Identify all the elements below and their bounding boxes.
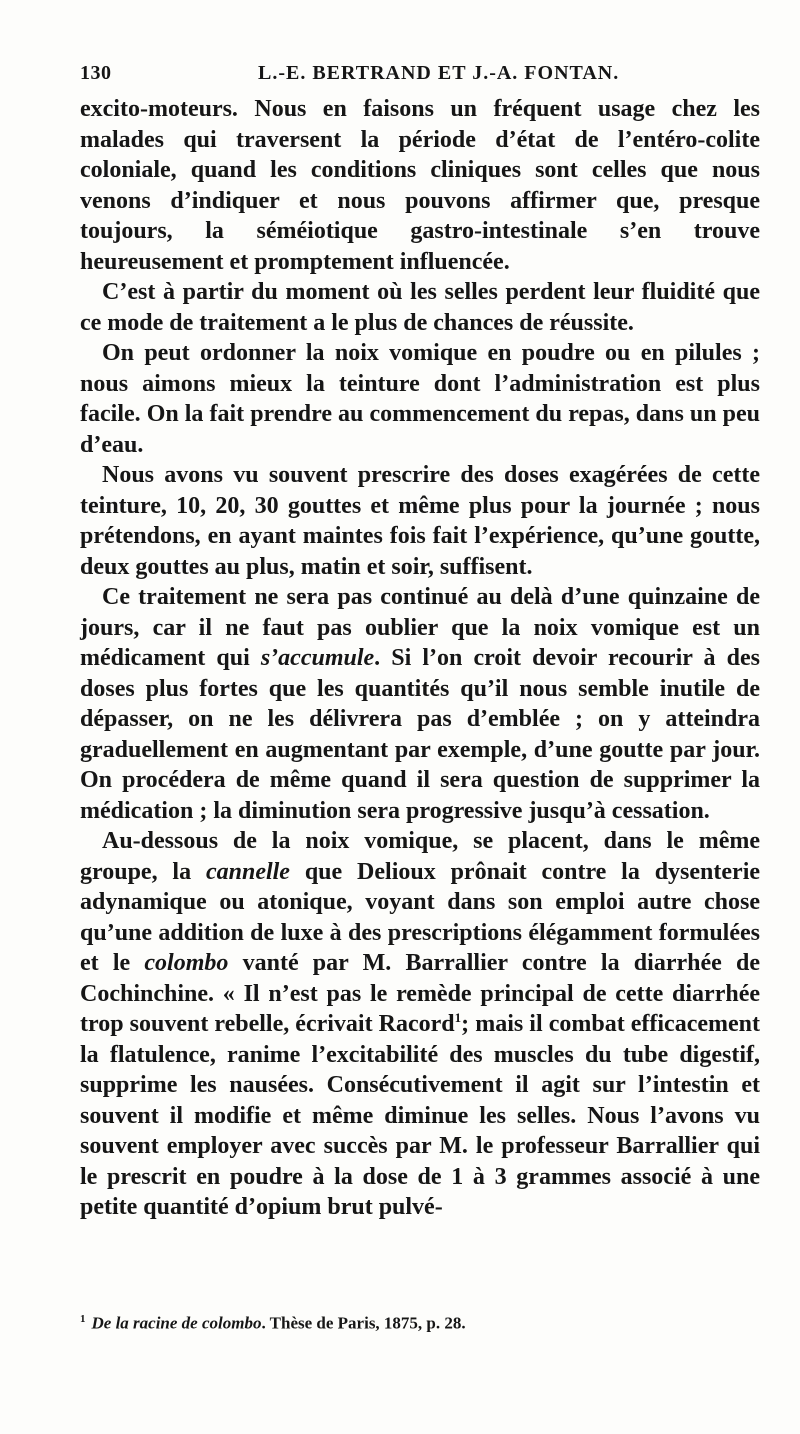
paragraph-5-text-a: Ce traitement ne sera pas continué au delà d’une quinzaine de jours, car il ne faut pas oublier que la noix vomique est un médicament qui (80, 584, 760, 671)
running-head: L.-E. BERTRAND ET J.-A. FONTAN. (258, 62, 620, 84)
footnote-citation: . Thèse de Paris, 1875, p. 28. (261, 1313, 466, 1333)
paragraph-1-text: excito-moteurs. Nous en faisons un fréquent usage chez les malades qui traversent la période d’état de l’entéro-colite coloniale, quand les conditions cliniques sont celles que nous venons d’indiquer et nous pouvons affirmer que, presque toujours, la séméiotique gastro-intestinale s’en trouve heureusement et promptement influencée. (80, 96, 760, 275)
paragraph-6-text-d: ; mais il combat efficacement la flatulence, ranime l’excitabilité des muscles du tube digestif, supprime les nausées. Consécutivement il agit sur l’intestin et souvent il modifie et même diminue les selles. Nous l’avons vu souvent employer avec succès par M. le professeur Barrallier qui le prescrit en poudre à la dose de 1 à 3 grammes associé à une petite quantité d’opium brut pulvé- (80, 1011, 760, 1220)
paragraph-6-text-a: Au-dessous de la noix vomique, se placent, dans le même groupe, la (80, 828, 760, 885)
paragraph-2-text: C’est à partir du moment où les selles perdent leur fluidité que ce mode de traitement a le plus de chances de réussite. (80, 279, 760, 336)
page-number: 130 (80, 62, 112, 84)
footnote-reference[interactable]: 1 (454, 1010, 462, 1025)
paragraph-5 (80, 582, 760, 826)
paragraph-5-text-b: . Si l’on croit devoir recourir à des doses plus fortes que les quantités qu’il nous semble inutile de dépasser, on ne les délivrera pas d’emblée ; on y atteindra graduellement en augmentant par exemple, d’une goutte par jour. On procédera de même quand il sera question de supprimer la médication ; la diminution sera progressive jusqu’à cessation. (80, 645, 760, 824)
page-header (80, 62, 760, 86)
paragraph-6 (80, 826, 760, 1223)
emphasis-colombo: colombo (144, 950, 229, 976)
paragraph-4-text: Nous avons vu souvent prescrire des doses exagérées de cette teinture, 10, 20, 30 gouttes et même plus pour la journée ; nous prétendons, en ayant maintes fois fait l’expérience, qu’une goutte, deux gouttes au plus, matin et soir, suffisent. (80, 462, 760, 580)
paragraph-3-text: On peut ordonner la noix vomique en poudre ou en pilules ; nous aimons mieux la teinture dont l’administration est plus facile. On la fait prendre au commencement du repas, dans un peu d’eau. (80, 340, 760, 458)
paragraph-6-text-b: que Delioux prônait contre la dysenterie adynamique ou atonique, voyant dans son emploi autre chose qu’une addition de luxe à des prescriptions élégamment formulées et le (80, 858, 761, 976)
footnote (80, 1313, 760, 1334)
paragraph-2 (80, 277, 760, 338)
paragraph-6-text-c: vanté par M. Barrallier contre la diarrhée de Cochinchine. « Il n’est pas le remède principal de cette diarrhée trop souvent rebelle, écrivait Racord (80, 950, 760, 1037)
paragraph-1 (80, 94, 760, 277)
footnote-title: De la racine de colombo (91, 1313, 262, 1333)
footnote-marker: 1 (80, 1313, 86, 1325)
paragraph-3 (80, 338, 760, 460)
paragraph-4 (80, 460, 760, 582)
emphasis-accumule: s’accumule (260, 645, 375, 671)
emphasis-cannelle: cannelle (205, 858, 290, 885)
body-text (80, 94, 760, 1223)
